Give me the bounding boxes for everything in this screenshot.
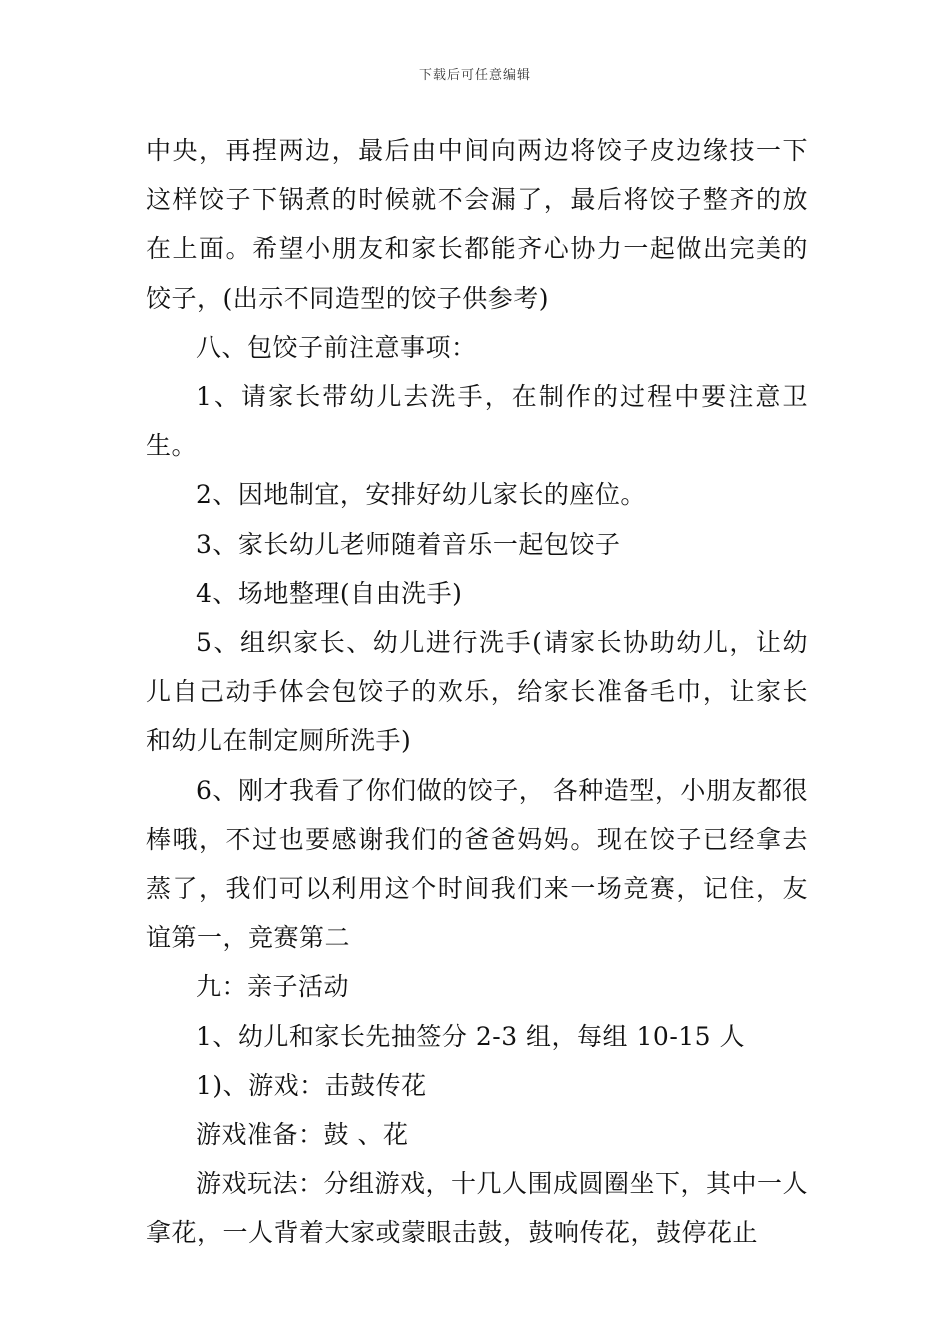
list-item: 2、因地制宜，安排好幼儿家长的座位。 [196, 480, 646, 510]
game-title: 1)、游戏：击鼓传花 [196, 1070, 427, 1100]
game-rules: 游戏玩法：分组游戏，十几人围成圆圈坐下，其中一人拿花，一人背着大家或蒙眼击鼓，鼓响传花，鼓停花止 [146, 1169, 809, 1248]
document-body [146, 126, 808, 1258]
game-preparation: 游戏准备：鼓 、花 [196, 1120, 409, 1150]
section-heading-eight: 八、包饺子前注意事项： [196, 332, 477, 362]
list-item: 1、请家长带幼儿去洗手，在制作的过程中要注意卫生。 [146, 382, 808, 461]
list-item: 4、场地整理(自由洗手) [196, 578, 463, 608]
list-item: 6、刚才我看了你们做的饺子， 各种造型，小朋友都很棒哦，不过也要感谢我们的爸爸妈妈。现在饺子已经拿去蒸了，我们可以利用这个时间我们来一场竞赛，记住，友谊第一，竞赛第二 [146, 775, 808, 953]
list-item: 3、家长幼儿老师随着音乐一起包饺子 [196, 529, 621, 559]
page-header: 下载后可任意编辑 [418, 68, 531, 83]
section-heading-nine: 九：亲子活动 [196, 972, 350, 1002]
list-item: 5、组织家长、幼儿进行洗手(请家长协助幼儿，让幼儿自己动手体会包饺子的欢乐，给家长准备毛巾，让家长和幼儿在制定厕所洗手) [146, 628, 808, 756]
list-item: 1、幼儿和家长先抽签分 2-3 组，每组 10-15 人 [196, 1021, 746, 1051]
paragraph-continuation: 中央，再捏两边，最后由中间向两边将饺子皮边缘技一下这样饺子下锅煮的时候就不会漏了，最后将饺子整齐的放在上面。希望小朋友和家长都能齐心协力一起做出完美的饺子，(出示不同造型的饺子供参考) [146, 136, 808, 313]
